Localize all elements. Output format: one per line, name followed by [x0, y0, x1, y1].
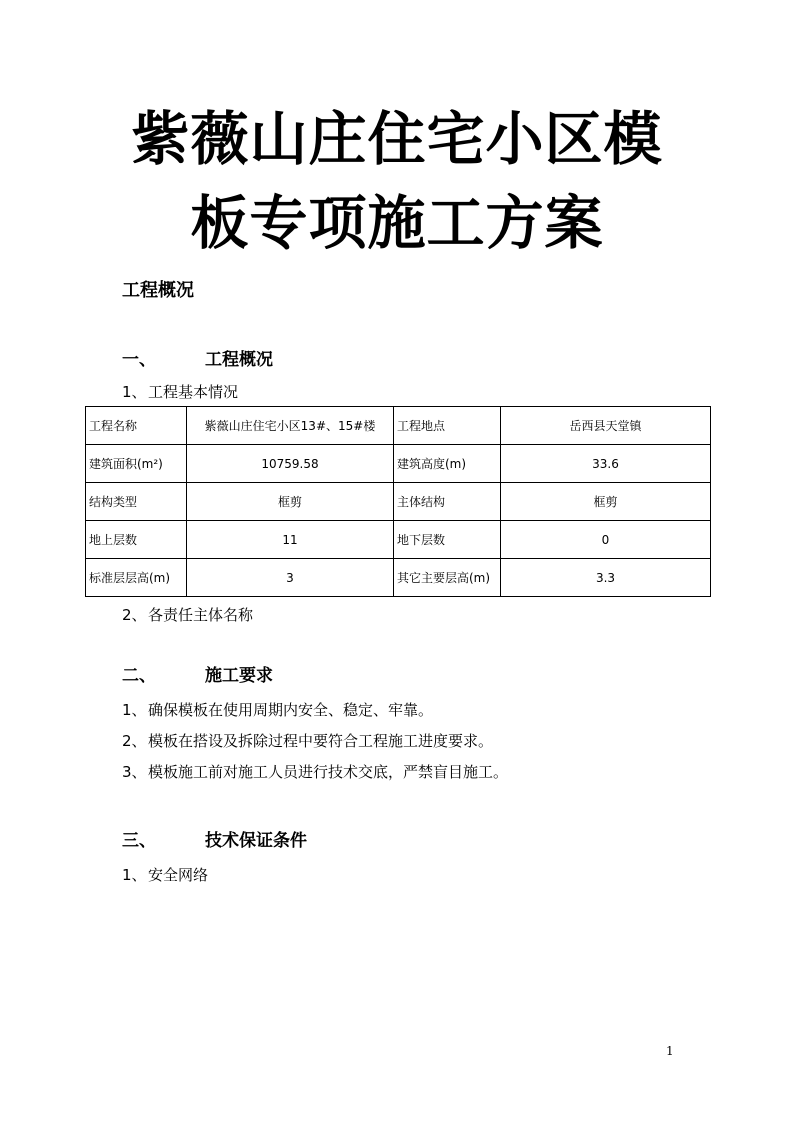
table-cell: 框剪 [187, 483, 394, 521]
table-cell: 框剪 [501, 483, 711, 521]
table-cell: 岳西县天堂镇 [501, 407, 711, 445]
document-title-line-1: 紫薇山庄住宅小区模 [131, 105, 663, 173]
overview-heading: 工程概况 [122, 280, 194, 301]
table-cell: 结构类型 [86, 483, 187, 521]
item-text: 模板在搭设及拆除过程中要符合工程施工进度要求。 [148, 732, 494, 750]
table-row [86, 483, 711, 521]
section-2-number: 二、 [122, 666, 156, 686]
item-number: 1、 [122, 866, 147, 884]
section-1-item-1 [122, 381, 238, 402]
item-text: 模板施工前对施工人员进行技术交底，严禁盲目施工。 [148, 763, 509, 781]
section-1-title: 工程概况 [205, 350, 273, 370]
table-cell: 11 [187, 521, 394, 559]
section-3-title: 技术保证条件 [205, 831, 307, 851]
item-text: 确保模板在使用周期内安全、稳定、牢靠。 [148, 701, 434, 719]
section-2-title: 施工要求 [205, 666, 273, 686]
section-1-number: 一、 [122, 350, 156, 370]
table-row [86, 559, 711, 597]
table-cell: 其它主要层高(m) [394, 559, 501, 597]
section-2-heading [122, 661, 273, 686]
table-cell: 地下层数 [394, 521, 501, 559]
table-cell: 3.3 [501, 559, 711, 597]
table-row [86, 521, 711, 559]
table-cell: 主体结构 [394, 483, 501, 521]
section-2-item-3 [122, 761, 508, 782]
table-cell: 标准层层高(m) [86, 559, 187, 597]
table-cell: 建筑面积(m²) [86, 445, 187, 483]
table-cell: 地上层数 [86, 521, 187, 559]
table-cell: 建筑高度(m) [394, 445, 501, 483]
item-number: 1、 [122, 383, 147, 401]
section-3-number: 三、 [122, 831, 156, 851]
section-2-item-2 [122, 730, 493, 751]
section-3-item-1 [122, 864, 208, 885]
item-number: 1、 [122, 701, 147, 719]
table-row [86, 445, 711, 483]
table-cell: 0 [501, 521, 711, 559]
item-number: 2、 [122, 732, 147, 750]
section-3-heading [122, 826, 307, 851]
table-cell: 工程地点 [394, 407, 501, 445]
item-text: 安全网络 [148, 866, 209, 884]
table-cell: 33.6 [501, 445, 711, 483]
table-row [86, 407, 711, 445]
table-cell: 3 [187, 559, 394, 597]
project-info-table [85, 406, 711, 597]
page-number: 1 [666, 1044, 674, 1058]
item-number: 3、 [122, 763, 147, 781]
item-text: 工程基本情况 [148, 383, 239, 401]
document-title-line-2: 板专项施工方案 [190, 189, 604, 257]
item-text: 各责任主体名称 [148, 606, 254, 624]
table-cell: 10759.58 [187, 445, 394, 483]
section-2-item-1 [122, 699, 433, 720]
section-1-item-2 [122, 604, 253, 625]
table-cell: 紫薇山庄住宅小区13#、15#楼 [187, 407, 394, 445]
table-cell: 工程名称 [86, 407, 187, 445]
item-number: 2、 [122, 606, 147, 624]
section-1-heading [122, 345, 273, 370]
